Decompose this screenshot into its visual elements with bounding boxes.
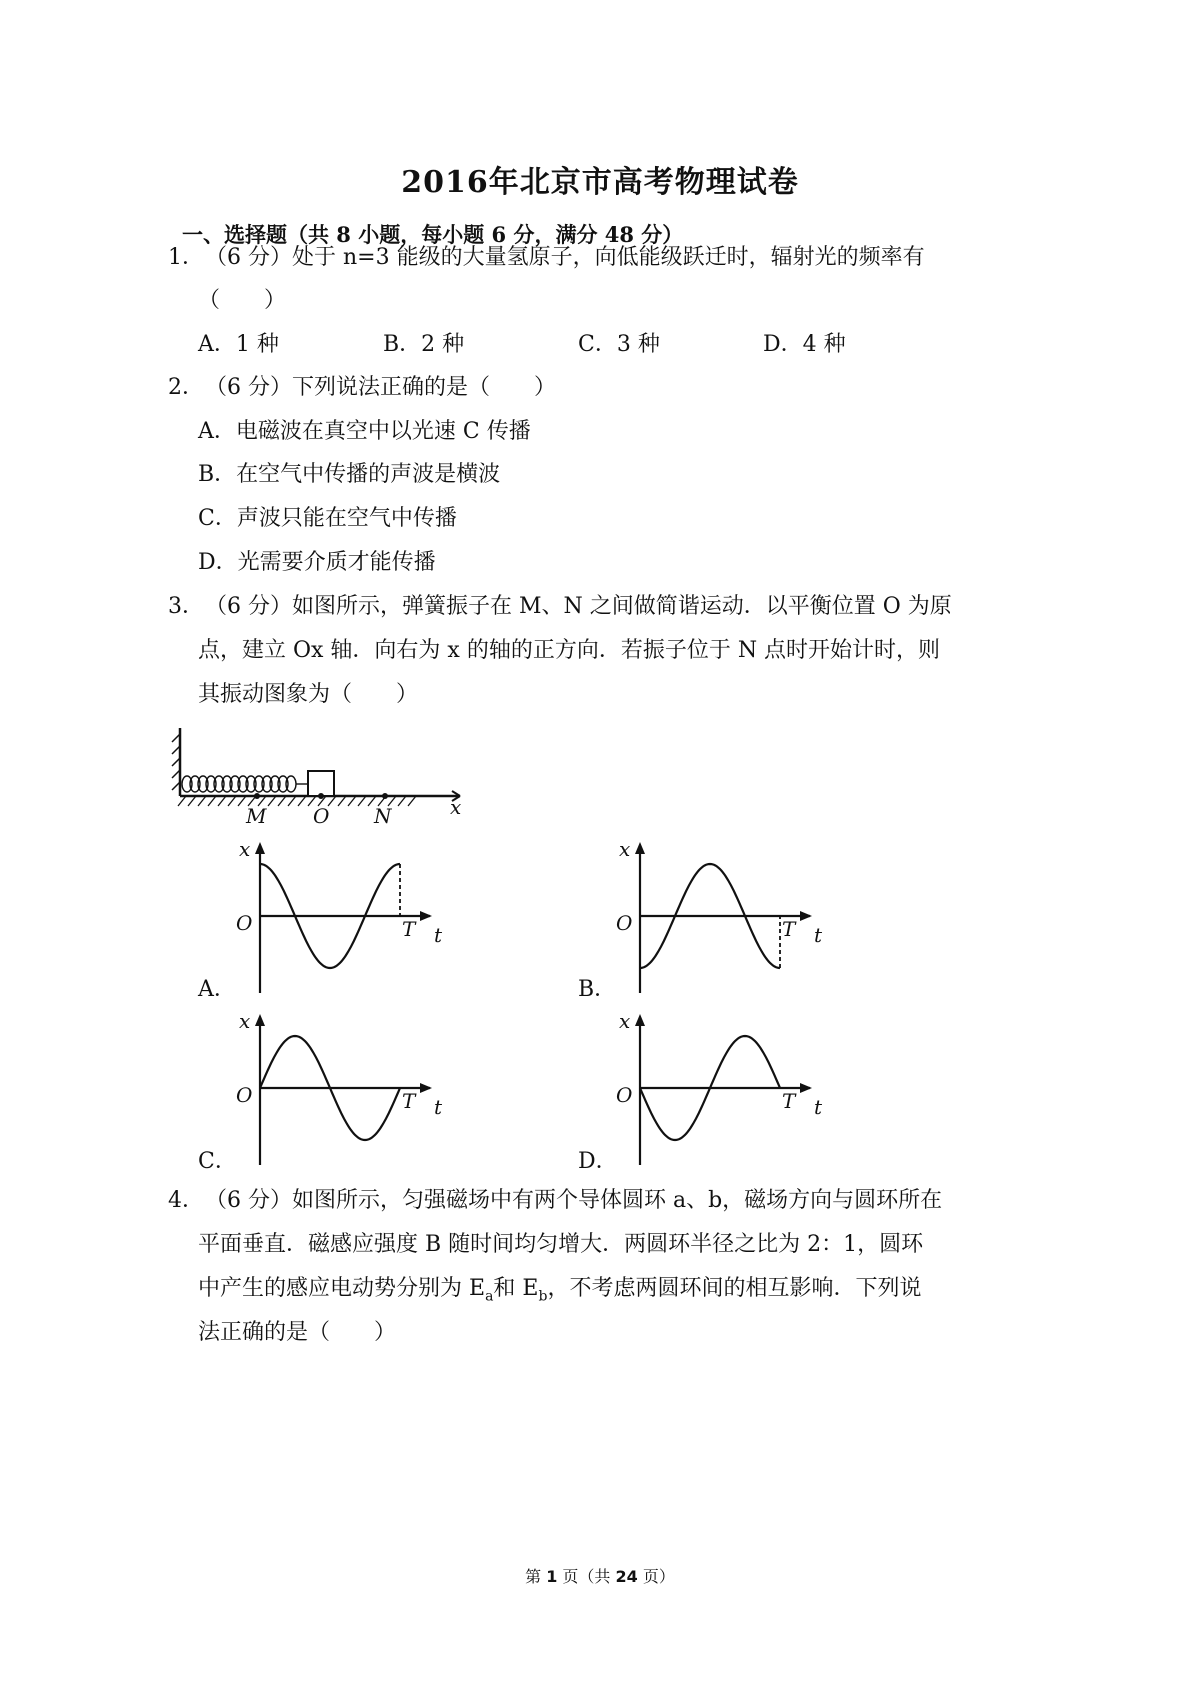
origin-label: O <box>616 1083 633 1107</box>
question-3-line-3: 其振动图象为（ ） <box>198 682 419 707</box>
q1-option-c: C．3 种 <box>578 332 660 357</box>
y-axis-arrow <box>635 1014 645 1026</box>
question-3 <box>168 592 952 622</box>
point-n <box>382 793 388 799</box>
label-m: M <box>246 804 267 828</box>
x-axis-arrow <box>800 911 812 921</box>
period-label: T <box>782 1089 796 1113</box>
q3-option-d-label: D． <box>578 1149 618 1174</box>
x-axis-arrow <box>800 1083 812 1093</box>
origin-label: O <box>236 1083 253 1107</box>
question-3-line-2: 点，建立 Ox 轴．向右为 x 的轴的正方向．若振子位于 N 点时开始计时，则 <box>198 638 941 663</box>
axis-label-t: t <box>434 923 443 947</box>
label-x-axis: x <box>450 795 462 819</box>
page-footer <box>0 1564 1200 1587</box>
question-4-line-4: 法正确的是（ ） <box>198 1320 397 1345</box>
graph-option-b <box>610 838 840 998</box>
label-o: O <box>313 804 330 828</box>
oscillator-block <box>308 771 334 796</box>
origin-label: O <box>236 911 253 935</box>
question-text: （6 分）如图所示，匀强磁场中有两个导体圆环 a、b，磁场方向与圆环所在 <box>205 1188 943 1213</box>
axis-label-t: t <box>814 923 823 947</box>
axis-label-t: t <box>814 1095 823 1119</box>
page-total: 24 <box>615 1567 638 1586</box>
axis-label-x: x <box>239 1009 251 1033</box>
point-o <box>318 793 324 799</box>
origin-label: O <box>616 911 633 935</box>
graph-option-c <box>230 1010 460 1170</box>
graph-option-d <box>610 1010 840 1170</box>
subscript-a: a <box>485 1288 494 1305</box>
page-title: 2016年北京市高考物理试卷 <box>401 165 799 200</box>
question-text: （6 分）下列说法正确的是（ ） <box>205 375 556 400</box>
q1-option-d: D．4 种 <box>763 332 846 357</box>
label-n: N <box>374 804 392 828</box>
q2-option-a: A．电磁波在真空中以光速 C 传播 <box>198 419 531 444</box>
question-number: 4． <box>168 1188 204 1213</box>
question-text: （6 分）如图所示，弹簧振子在 M、N 之间做简谐运动．以平衡位置 O 为原 <box>205 594 952 619</box>
graph-option-a <box>230 838 460 998</box>
question-1 <box>168 243 925 273</box>
period-label: T <box>402 1089 416 1113</box>
axis-label-t: t <box>434 1095 443 1119</box>
subscript-b: b <box>538 1288 548 1305</box>
question-4 <box>168 1186 942 1216</box>
footer-text: 页（共 <box>557 1567 616 1586</box>
question-number: 3． <box>168 594 204 619</box>
page-number: 1 <box>546 1567 558 1586</box>
wall <box>172 728 180 796</box>
y-axis-arrow <box>255 1014 265 1026</box>
x-axis-arrow <box>420 911 432 921</box>
text-segment: ，不考虑两圆环间的相互影响．下列说 <box>547 1276 922 1301</box>
q2-option-b: B．在空气中传播的声波是横波 <box>198 462 501 487</box>
question-4-line-2: 平面垂直．磁感应强度 B 随时间均匀增大．两圆环半径之比为 2：1，圆环 <box>198 1232 924 1257</box>
y-axis-arrow <box>255 842 265 854</box>
footer-text: 页） <box>637 1567 675 1586</box>
spring-oscillator-figure <box>160 720 480 835</box>
q1-option-a: A．1 种 <box>198 332 279 357</box>
text-segment: 和 E <box>493 1276 539 1301</box>
footer-text: 第 <box>525 1567 547 1586</box>
question-number: 1． <box>168 245 204 270</box>
question-2 <box>168 373 556 403</box>
period-label: T <box>782 917 796 941</box>
q3-option-c-label: C． <box>198 1149 237 1174</box>
axis-label-x: x <box>239 837 251 861</box>
text-segment: 中产生的感应电动势分别为 E <box>198 1276 486 1301</box>
q3-option-b-label: B． <box>578 977 617 1002</box>
x-axis-arrow <box>420 1083 432 1093</box>
q3-option-a-label: A． <box>198 977 236 1002</box>
question-4-line-3 <box>198 1274 921 1311</box>
period-label: T <box>402 917 416 941</box>
q2-option-d: D．光需要介质才能传播 <box>198 550 436 575</box>
q2-option-c: C．声波只能在空气中传播 <box>198 506 457 531</box>
axis-label-x: x <box>619 1009 631 1033</box>
q1-option-b: B．2 种 <box>383 332 465 357</box>
question-1-blank: （ ） <box>198 288 287 313</box>
question-number: 2． <box>168 375 204 400</box>
question-text: （6 分）处于 n=3 能级的大量氢原子，向低能级跃迁时，辐射光的频率有 <box>205 245 925 270</box>
axis-label-x: x <box>619 837 631 861</box>
y-axis-arrow <box>635 842 645 854</box>
section-heading: 一、选择题（共 8 小题，每小题 6 分，满分 48 分） <box>182 222 684 247</box>
point-m <box>254 793 260 799</box>
spring <box>182 776 308 792</box>
